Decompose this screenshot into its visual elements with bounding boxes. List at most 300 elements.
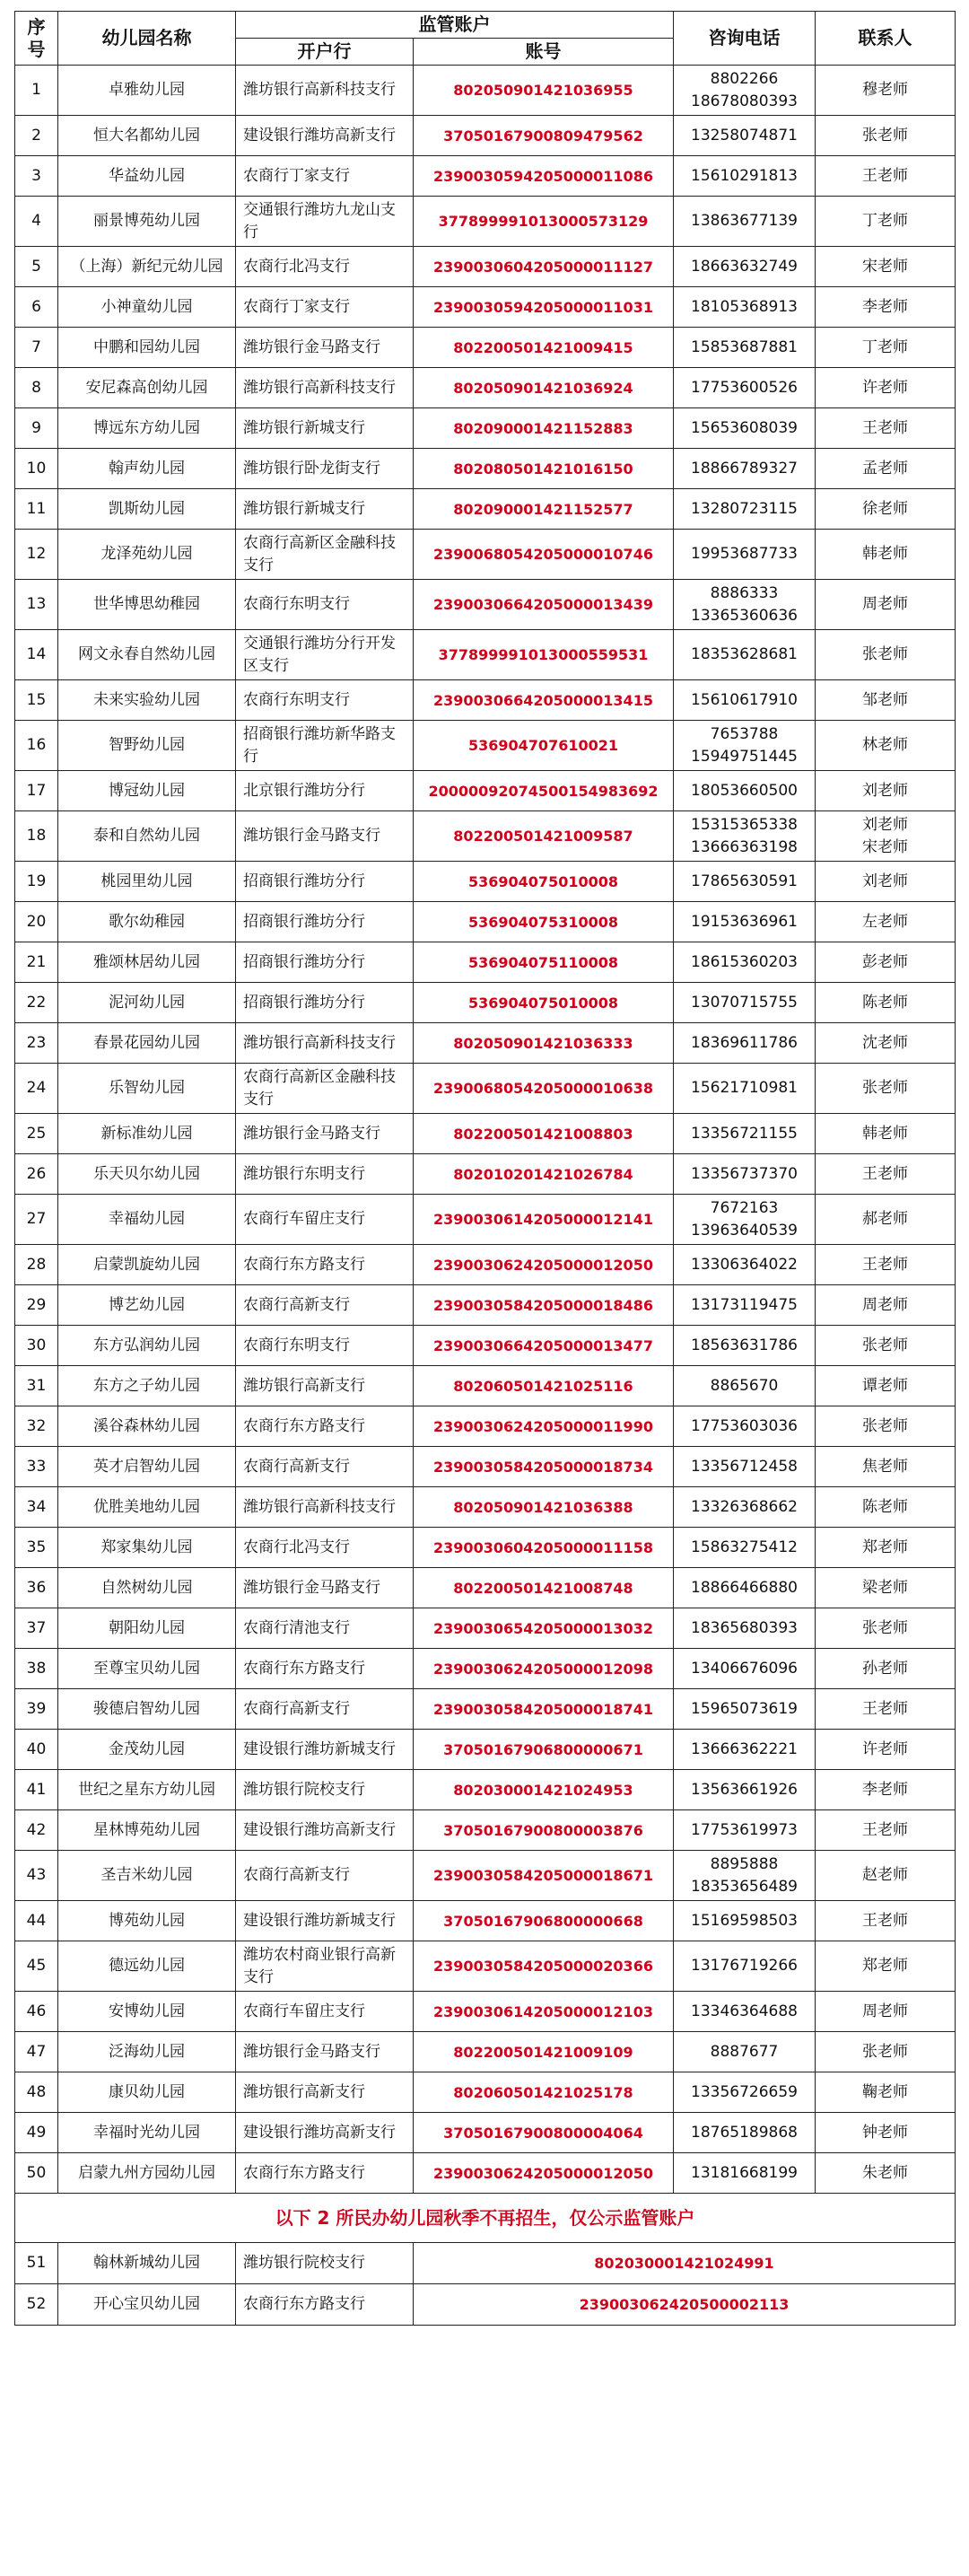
- cell-name: 泰和自然幼儿园: [58, 811, 236, 862]
- table-row: [15, 1689, 956, 1730]
- cell-seq: 32: [15, 1406, 58, 1447]
- cell-seq: 28: [15, 1245, 58, 1285]
- cell-name: 优胜美地幼儿园: [58, 1487, 236, 1528]
- cell-name: 丽景博苑幼儿园: [58, 197, 236, 247]
- cell-phone: [674, 1114, 816, 1154]
- cell-seq: 30: [15, 1326, 58, 1366]
- cell-bank: 农商行高新支行: [236, 1285, 414, 1326]
- cell-contact-line: 郑老师: [862, 1957, 908, 1975]
- table-row: [15, 1195, 956, 1245]
- cell-account: 802200501421009109: [414, 2032, 674, 2072]
- cell-phone-line: 13356712458: [691, 1457, 798, 1476]
- table-row: [15, 530, 956, 580]
- cell-contact-line: 孟老师: [862, 459, 908, 478]
- cell-bank: 招商银行潍坊分行: [236, 983, 414, 1023]
- table-row: [15, 942, 956, 983]
- cell-name: 溪谷森林幼儿园: [58, 1406, 236, 1447]
- cell-account: 802050901421036388: [414, 1487, 674, 1528]
- cell-account: 239003060420500001112​7: [414, 247, 674, 287]
- cell-name: 世纪之星东方幼儿园: [58, 1770, 236, 1810]
- table-row: [15, 721, 956, 771]
- cell-account: 536904707610021: [414, 721, 674, 771]
- cell-seq: 33: [15, 1447, 58, 1487]
- cell-contact-line: 刘老师: [862, 815, 908, 834]
- cell-name: 安博幼儿园: [58, 1992, 236, 2032]
- cell-phone-line: 8865670: [710, 1376, 779, 1395]
- cell-contact: [816, 156, 956, 197]
- cell-account: 802050901421036924: [414, 368, 674, 408]
- cell-seq: 26: [15, 1154, 58, 1195]
- cell-bank: 农商行高新支行: [236, 1851, 414, 1901]
- cell-name: 博冠幼儿园: [58, 771, 236, 811]
- cell-phone-line: 18563631786: [691, 1336, 798, 1354]
- cell-contact-line: 宋老师: [862, 837, 908, 856]
- cell-name: 至尊宝贝幼儿园: [58, 1649, 236, 1689]
- cell-phone-line: 18365680393: [691, 1618, 798, 1637]
- cell-contact: [816, 1406, 956, 1447]
- table-row: [15, 1406, 956, 1447]
- cell-contact-line: 钟老师: [862, 2123, 908, 2142]
- cell-seq: 31: [15, 1366, 58, 1406]
- cell-contact-line: 王老师: [862, 1820, 908, 1839]
- cell-bank: 农商行东方路支行: [236, 2284, 414, 2326]
- cell-phone: [674, 287, 816, 328]
- cell-phone-line: 7672163: [710, 1198, 779, 1217]
- cell-phone: [674, 811, 816, 862]
- cell-contact: [816, 1770, 956, 1810]
- cell-contact: [816, 197, 956, 247]
- cell-contact-line: 张老师: [862, 1079, 908, 1097]
- cell-seq: 1: [15, 66, 58, 116]
- cell-name: 金茂幼儿园: [58, 1730, 236, 1770]
- cell-name: 东方之子幼儿园: [58, 1366, 236, 1406]
- table-row: [15, 2113, 956, 2153]
- table-row: [15, 811, 956, 862]
- cell-name: 星林博苑幼儿园: [58, 1810, 236, 1851]
- cell-contact: [816, 1487, 956, 1528]
- table-row: [15, 247, 956, 287]
- cell-phone-line: 18765189868: [691, 2123, 798, 2142]
- extra-table-body: [15, 2243, 956, 2326]
- cell-contact-line: 陈老师: [862, 1497, 908, 1516]
- cell-account: 239003059420500001108​6: [414, 156, 674, 197]
- cell-seq: 5: [15, 247, 58, 287]
- cell-name: 泛海幼儿园: [58, 2032, 236, 2072]
- cell-account: 37050167900809479562: [414, 116, 674, 156]
- cell-bank: 潍坊银行金马路支行: [236, 328, 414, 368]
- cell-name: 骏德启智幼儿园: [58, 1689, 236, 1730]
- cell-phone: [674, 862, 816, 902]
- cell-phone-line: 17753600526: [691, 378, 798, 397]
- cell-phone-line: 15169598503: [691, 1911, 798, 1930]
- cell-bank: 潍坊银行金马路支行: [236, 2032, 414, 2072]
- cell-phone: [674, 1487, 816, 1528]
- cell-bank: 潍坊银行高新科技支行: [236, 66, 414, 116]
- header-bank: 开户行: [236, 39, 414, 66]
- cell-contact: [816, 1901, 956, 1941]
- cell-contact-line: 张老师: [862, 1618, 908, 1637]
- header-account: 账号: [414, 39, 674, 66]
- table-row: [15, 983, 956, 1023]
- cell-name: 未来实验幼儿园: [58, 680, 236, 721]
- cell-name: 德远幼儿园: [58, 1941, 236, 1992]
- cell-phone: [674, 156, 816, 197]
- cell-phone-line: 15621710981: [691, 1079, 798, 1097]
- cell-name: 东方弘润幼儿园: [58, 1326, 236, 1366]
- cell-contact-line: 李老师: [862, 1780, 908, 1799]
- cell-bank: 农商行东方路支行: [236, 1245, 414, 1285]
- cell-phone-line: 17753619973: [691, 1820, 798, 1839]
- cell-contact: [816, 1941, 956, 1992]
- table-row: [15, 1568, 956, 1608]
- table-row: [15, 2072, 956, 2113]
- cell-phone: [674, 530, 816, 580]
- cell-phone: [674, 1770, 816, 1810]
- table-row: [15, 1064, 956, 1114]
- cell-phone: [674, 771, 816, 811]
- cell-phone-line: 15949751445: [691, 747, 798, 766]
- cell-bank: 潍坊银行金马路支行: [236, 811, 414, 862]
- table-row: [15, 156, 956, 197]
- table-header: [15, 12, 956, 66]
- cell-contact: [816, 580, 956, 630]
- cell-phone-line: 13173119475: [691, 1295, 798, 1314]
- table-row: [15, 1023, 956, 1064]
- cell-contact: [816, 1689, 956, 1730]
- cell-name: 龙泽苑幼儿园: [58, 530, 236, 580]
- cell-contact-line: 刘老师: [862, 781, 908, 800]
- cell-phone: [674, 1992, 816, 2032]
- table-row: [15, 287, 956, 328]
- cell-contact: [816, 862, 956, 902]
- cell-account: 239003061420500001214​1: [414, 1195, 674, 1245]
- cell-name: 康贝幼儿园: [58, 2072, 236, 2113]
- cell-name: 泥河幼儿园: [58, 983, 236, 1023]
- table-row: [15, 630, 956, 680]
- cell-contact-line: 孙老师: [862, 1659, 908, 1678]
- cell-seq: 38: [15, 1649, 58, 1689]
- cell-contact: [816, 2072, 956, 2113]
- cell-phone: [674, 1245, 816, 1285]
- cell-account: 802060501421025178: [414, 2072, 674, 2113]
- cell-contact: [816, 116, 956, 156]
- table-row: [15, 2153, 956, 2194]
- table-row: [15, 1366, 956, 1406]
- cell-phone-line: 8886333: [710, 583, 779, 602]
- cell-seq: 22: [15, 983, 58, 1023]
- cell-bank: 潍坊银行卧龙街支行: [236, 449, 414, 489]
- cell-seq: 7: [15, 328, 58, 368]
- cell-contact: [816, 1154, 956, 1195]
- cell-account: 239003061420500001210​3: [414, 1992, 674, 2032]
- cell-bank: 建设银行潍坊新城支行: [236, 1901, 414, 1941]
- cell-phone-line: 13365360636: [691, 606, 798, 625]
- cell-bank: 潍坊银行金马路支行: [236, 1114, 414, 1154]
- cell-phone-line: 18678080393: [691, 92, 798, 110]
- cell-phone-line: 13176719266: [691, 1957, 798, 1975]
- cell-phone-line: 18866466880: [691, 1578, 798, 1597]
- cell-account: 20000092074500154983692: [414, 771, 674, 811]
- cell-phone: [674, 1730, 816, 1770]
- cell-seq: 45: [15, 1941, 58, 1992]
- cell-seq: 46: [15, 1992, 58, 2032]
- cell-bank: 潍坊银行高新科技支行: [236, 1487, 414, 1528]
- table-row: [15, 1941, 956, 1992]
- cell-contact-line: 林老师: [862, 736, 908, 754]
- cell-phone-line: 13070715755: [691, 993, 798, 1012]
- cell-phone: [674, 368, 816, 408]
- cell-seq: 16: [15, 721, 58, 771]
- cell-contact-line: 王老师: [862, 1164, 908, 1183]
- cell-bank: 农商行车留庄支行: [236, 1195, 414, 1245]
- cell-bank: 农商行高新区金融科技支行: [236, 1064, 414, 1114]
- cell-phone-line: 15610617910: [691, 690, 798, 709]
- cell-name: 网文永春自然幼儿园: [58, 630, 236, 680]
- header-name: 幼儿园名称: [58, 12, 236, 66]
- cell-phone-line: 13258074871: [691, 126, 798, 145]
- cell-bank: 潍坊银行高新科技支行: [236, 1023, 414, 1064]
- cell-phone: [674, 1285, 816, 1326]
- cell-name: 幸福时光幼儿园: [58, 2113, 236, 2153]
- cell-bank: 建设银行潍坊新城支行: [236, 1730, 414, 1770]
- cell-phone: [674, 1649, 816, 1689]
- cell-phone: [674, 902, 816, 942]
- cell-bank: 建设银行潍坊高新支行: [236, 1810, 414, 1851]
- cell-phone-line: 18353656489: [691, 1877, 798, 1896]
- cell-account: 37050167900800003876: [414, 1810, 674, 1851]
- cell-name: 安尼森高创幼儿园: [58, 368, 236, 408]
- cell-contact-line: 周老师: [862, 595, 908, 613]
- notice-text: 以下 2 所民办幼儿园秋季不再招生，仅公示监管账户: [15, 2194, 956, 2243]
- cell-phone: [674, 1568, 816, 1608]
- cell-phone-line: 18053660500: [691, 781, 798, 800]
- cell-phone: [674, 66, 816, 116]
- cell-contact-line: 王老师: [862, 1911, 908, 1930]
- cell-contact-line: 谭老师: [862, 1376, 908, 1395]
- cell-account: 377899991013000559531: [414, 630, 674, 680]
- cell-phone: [674, 408, 816, 449]
- cell-contact-line: 邹老师: [862, 690, 908, 709]
- cell-name: 智野幼儿园: [58, 721, 236, 771]
- cell-name: 乐智幼儿园: [58, 1064, 236, 1114]
- cell-contact: [816, 680, 956, 721]
- cell-bank: 农商行车留庄支行: [236, 1992, 414, 2032]
- cell-contact: [816, 1023, 956, 1064]
- cell-account: 239003058420500001873​4: [414, 1447, 674, 1487]
- cell-account: 239003062420500002113: [414, 2284, 956, 2326]
- cell-bank: 农商行北冯支行: [236, 1528, 414, 1568]
- cell-bank: 农商行丁家支行: [236, 287, 414, 328]
- cell-contact: [816, 771, 956, 811]
- cell-account: 802200501421009587: [414, 811, 674, 862]
- cell-contact-line: 许老师: [862, 1739, 908, 1758]
- cell-phone-line: 7653788: [710, 724, 779, 743]
- cell-phone: [674, 1406, 816, 1447]
- cell-bank: 交通银行潍坊分行开发区支行: [236, 630, 414, 680]
- cell-bank: 潍坊银行新城支行: [236, 408, 414, 449]
- table-row: [15, 449, 956, 489]
- cell-account: 239003060420500001115​8: [414, 1528, 674, 1568]
- table-row: [15, 1810, 956, 1851]
- cell-account: 239003062420500001205​0: [414, 2153, 674, 2194]
- cell-account: 37050167906800000668: [414, 1901, 674, 1941]
- cell-seq: 9: [15, 408, 58, 449]
- cell-account: 239003058420500001867​1: [414, 1851, 674, 1901]
- cell-contact: [816, 287, 956, 328]
- cell-contact: [816, 530, 956, 580]
- header-phone: 咨询电话: [674, 12, 816, 66]
- table-row: [15, 2284, 956, 2326]
- cell-phone-line: 18353628681: [691, 645, 798, 663]
- cell-phone-line: 13963640539: [691, 1221, 798, 1240]
- cell-contact-line: 徐老师: [862, 499, 908, 518]
- cell-contact-line: 陈老师: [862, 993, 908, 1012]
- cell-bank: 农商行东明支行: [236, 1326, 414, 1366]
- cell-account: 37050167906800000671: [414, 1730, 674, 1770]
- table-row: [15, 1528, 956, 1568]
- cell-name: 中鹏和园幼儿园: [58, 328, 236, 368]
- cell-phone-line: 18866789327: [691, 459, 798, 478]
- cell-seq: 13: [15, 580, 58, 630]
- cell-phone-line: 8895888: [710, 1854, 779, 1873]
- table-row: [15, 116, 956, 156]
- table-row: [15, 2243, 956, 2284]
- cell-name: 桃园里幼儿园: [58, 862, 236, 902]
- cell-seq: 11: [15, 489, 58, 530]
- cell-account: 536904075010008: [414, 862, 674, 902]
- cell-phone: [674, 1689, 816, 1730]
- cell-bank: 农商行东方路支行: [236, 1406, 414, 1447]
- cell-name: 翰声幼儿园: [58, 449, 236, 489]
- table-row: [15, 1992, 956, 2032]
- cell-name: 圣吉米幼儿园: [58, 1851, 236, 1901]
- cell-name: 英才启智幼儿园: [58, 1447, 236, 1487]
- table-row: [15, 580, 956, 630]
- table-row: [15, 489, 956, 530]
- cell-contact: [816, 489, 956, 530]
- cell-account: 239003058420500002036​6: [414, 1941, 674, 1992]
- cell-contact: [816, 1285, 956, 1326]
- cell-account: 536904075110008: [414, 942, 674, 983]
- cell-phone: [674, 1326, 816, 1366]
- table-row: [15, 1114, 956, 1154]
- cell-contact: [816, 1326, 956, 1366]
- cell-contact-line: 彭老师: [862, 952, 908, 971]
- cell-seq: 24: [15, 1064, 58, 1114]
- cell-phone-line: 15610291813: [691, 166, 798, 185]
- cell-contact-line: 王老师: [862, 1255, 908, 1274]
- cell-phone: [674, 1366, 816, 1406]
- cell-contact-line: 郑老师: [862, 1538, 908, 1556]
- cell-name: 凯斯幼儿园: [58, 489, 236, 530]
- cell-bank: 农商行北冯支行: [236, 247, 414, 287]
- table-body: [15, 66, 956, 2194]
- cell-contact: [816, 1608, 956, 1649]
- cell-name: 春景花园幼儿园: [58, 1023, 236, 1064]
- cell-phone-line: 19953687733: [691, 545, 798, 563]
- cell-name: 幸福幼儿园: [58, 1195, 236, 1245]
- cell-contact-line: 张老师: [862, 1336, 908, 1354]
- cell-name: 乐天贝尔幼儿园: [58, 1154, 236, 1195]
- cell-contact: [816, 1366, 956, 1406]
- table-row: [15, 1245, 956, 1285]
- cell-seq: 4: [15, 197, 58, 247]
- cell-contact: [816, 1649, 956, 1689]
- cell-bank: 农商行清池支行: [236, 1608, 414, 1649]
- cell-contact-line: 鞠老师: [862, 2082, 908, 2101]
- cell-contact-line: 郝老师: [862, 1210, 908, 1228]
- cell-contact-line: 王老师: [862, 166, 908, 185]
- cell-seq: 42: [15, 1810, 58, 1851]
- cell-contact: [816, 942, 956, 983]
- table-row: [15, 368, 956, 408]
- cell-contact: [816, 630, 956, 680]
- cell-contact: [816, 1810, 956, 1851]
- cell-contact-line: 周老师: [862, 2002, 908, 2020]
- cell-bank: 农商行东明支行: [236, 580, 414, 630]
- cell-seq: 21: [15, 942, 58, 983]
- table-row: [15, 862, 956, 902]
- cell-account: 239006805420500001063​8: [414, 1064, 674, 1114]
- cell-contact: [816, 1447, 956, 1487]
- header-supervised-account: 监管账户: [236, 12, 674, 39]
- cell-bank: 招商银行潍坊分行: [236, 862, 414, 902]
- cell-name: 新标准幼儿园: [58, 1114, 236, 1154]
- cell-phone-line: 13356737370: [691, 1164, 798, 1183]
- cell-contact: [816, 1528, 956, 1568]
- cell-phone: [674, 680, 816, 721]
- cell-phone-line: 18663632749: [691, 257, 798, 276]
- table-row: [15, 680, 956, 721]
- cell-bank: 潍坊银行新城支行: [236, 489, 414, 530]
- cell-name: 博远东方幼儿园: [58, 408, 236, 449]
- cell-account: 802080501421016150: [414, 449, 674, 489]
- cell-contact-line: 王老师: [862, 418, 908, 437]
- cell-bank: 招商银行潍坊分行: [236, 902, 414, 942]
- cell-contact-line: 张老师: [862, 2042, 908, 2061]
- cell-contact: [816, 1064, 956, 1114]
- table-row: [15, 197, 956, 247]
- cell-phone: [674, 197, 816, 247]
- cell-seq: 39: [15, 1689, 58, 1730]
- cell-name: 博艺幼儿园: [58, 1285, 236, 1326]
- cell-account: 536904075010008: [414, 983, 674, 1023]
- cell-phone: [674, 489, 816, 530]
- cell-bank: 潍坊银行高新支行: [236, 2072, 414, 2113]
- cell-contact: [816, 811, 956, 862]
- cell-phone-line: 13863677139: [691, 212, 798, 230]
- cell-contact: [816, 328, 956, 368]
- cell-contact: [816, 408, 956, 449]
- cell-seq: 2: [15, 116, 58, 156]
- cell-seq: 17: [15, 771, 58, 811]
- cell-account: 802030001421024953: [414, 1770, 674, 1810]
- cell-account: 239003065420500001303​2: [414, 1608, 674, 1649]
- cell-account: 239003059420500001103​1: [414, 287, 674, 328]
- cell-seq: 49: [15, 2113, 58, 2153]
- cell-bank: 农商行东方路支行: [236, 1649, 414, 1689]
- cell-contact: [816, 247, 956, 287]
- cell-bank: 潍坊银行高新支行: [236, 1366, 414, 1406]
- cell-account: 802060501421025116: [414, 1366, 674, 1406]
- cell-phone-line: 13356726659: [691, 2082, 798, 2101]
- cell-contact: [816, 721, 956, 771]
- cell-seq: 37: [15, 1608, 58, 1649]
- cell-seq: 15: [15, 680, 58, 721]
- cell-contact: [816, 902, 956, 942]
- cell-account: 802050901421036333: [414, 1023, 674, 1064]
- table-row: [15, 1608, 956, 1649]
